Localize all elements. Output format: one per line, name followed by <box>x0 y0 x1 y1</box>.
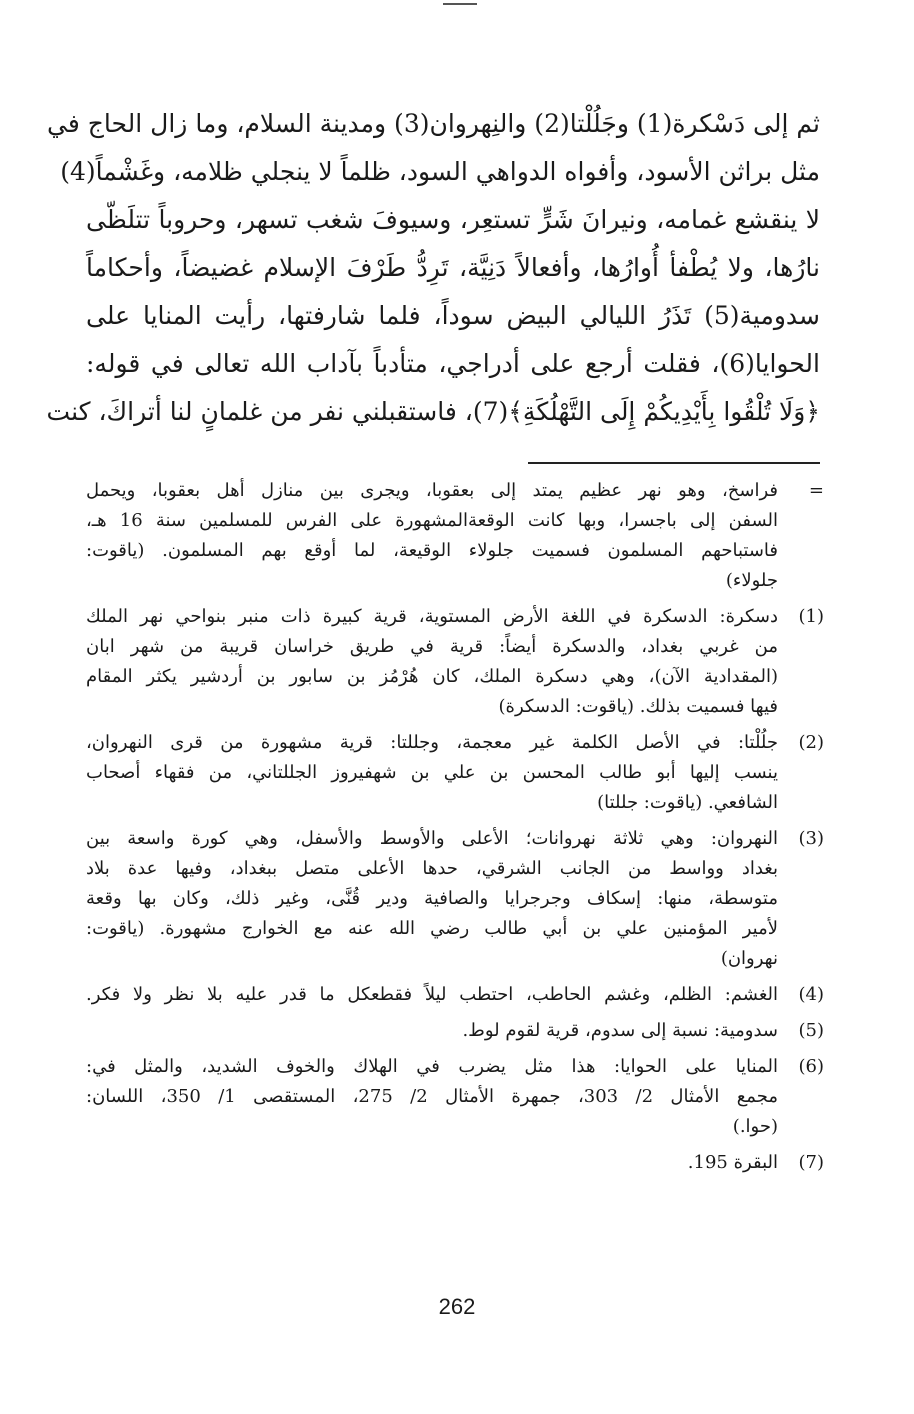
footnote-line: (حوا.) <box>732 1116 778 1137</box>
footnote-separator <box>528 462 820 464</box>
footnote-marker: = <box>808 480 824 501</box>
footnote-line: السفن إلى باجسرا، وبها كانت الوقعةالمشهورة على الفرس للمسلمين سنة 16 هـ، <box>86 510 779 531</box>
main-text-body <box>46 100 820 436</box>
footnote-line: دسكرة: الدسكرة في اللغة الأرض المستوية، قرية كبيرة ذات منبر بنواحي نهر الملك <box>86 606 778 627</box>
footnote-marker: (3) <box>798 828 824 849</box>
footnote-line: الغشم: الظلم، وغشم الحاطب، احتطب ليلاً فقطعكل ما قدر عليه بلا نظر ولا فكر. <box>86 984 778 1005</box>
footnote-2 <box>86 728 824 818</box>
main-text-line: ﴿وَلَا تُلْقُوا بِأَيْدِيكُمْ إِلَى التَّهْلُكَةِ﴾(7)، فاستقبلني نفر من غلمانٍ لنا أتراكَ، كنت <box>46 397 820 426</box>
footnote-line: بغداد وواسط من الجانب الشرقي، حدها الأعلى متصل ببغداد، وفيها عدة بلاد <box>86 858 778 879</box>
footnote-line: فيها فسميت بذلك. (ياقوت: الدسكرة) <box>498 696 778 717</box>
footnote-continuation <box>86 476 824 596</box>
footnote-line: لأمير المؤمنين علي بن أبي طالب رضي الله عنه مع الخوارج مشهورة. (ياقوت: <box>86 918 778 939</box>
footnote-line: البقرة 195. <box>687 1152 778 1173</box>
footnote-marker: (4) <box>798 984 824 1005</box>
footnote-line: النهروان: وهي ثلاثة نهروانات؛ الأعلى والأوسط والأسفل، وهي كورة واسعة بين <box>86 828 778 849</box>
main-text-line: سدومية(5) تَذَرُ الليالي البيض سوداً، فلما شارفتها، رأيت المنايا على <box>86 301 820 330</box>
footnote-5 <box>86 1016 824 1046</box>
footnote-line: المنايا على الحوايا: هذا مثل يضرب في الهلاك والخوف الشديد، والمثل في: <box>86 1056 778 1077</box>
footnote-7 <box>86 1148 824 1178</box>
footnote-line: مجمع الأمثال 2/ 303، جمهرة الأمثال 2/ 275، المستقصى 1/ 350، اللسان: <box>86 1086 778 1107</box>
footnote-marker: (6) <box>798 1056 824 1077</box>
footnote-line: جلولاء) <box>725 570 778 591</box>
footnote-line: ينسب إليها أبو طالب المحسن بن علي بن شهفيروز الجللتاني، من فقهاء أصحاب <box>86 762 778 783</box>
footnote-3 <box>86 824 824 974</box>
footnote-4 <box>86 980 824 1010</box>
footnote-line: من غربي بغداد، والدسكرة أيضاً: قرية في طريق خراسان قريبة من شهر ابان <box>86 636 778 657</box>
footnotes-section <box>86 476 824 1184</box>
footnote-marker: (1) <box>798 606 824 627</box>
page-number: 262 <box>438 1294 476 1319</box>
footnote-line: فاستباحهم المسلمون فسميت جلولاء الوقيعة، لما أوقع بهم المسلمون. (ياقوت: <box>86 540 778 561</box>
footnote-line: متوسطة، منها: إسكاف وجرجرايا والصافية ودير قُنَّى، وغير ذلك، وكان بها وقعة <box>86 888 778 909</box>
main-text-line: الحوايا(6)، فقلت أرجع على أدراجي، متأدباً بآداب الله تعالى في قوله: <box>86 349 820 378</box>
footnote-line: جلُلْتا: في الأصل الكلمة غير معجمة، وجللتا: قرية مشهورة من قرى النهروان، <box>86 732 778 753</box>
footnote-6 <box>86 1052 824 1142</box>
footnote-line: نهروان) <box>720 948 778 969</box>
footnote-marker: (7) <box>798 1152 824 1173</box>
footnote-line: (المقدادية الآن)، وهي دسكرة الملك، كان هُرْمُز بن سابور بن أردشير يكثر المقام <box>86 666 778 687</box>
footnote-line: سدومية: نسبة إلى سدوم، قرية لقوم لوط. <box>462 1020 778 1041</box>
main-text-line: لا ينقشع غمامه، ونيرانَ شَرٍّ تستعِر، وسيوفَ شغب تسهر، وحروباً تتلَظّى <box>86 205 820 234</box>
footnote-marker: (2) <box>798 732 824 753</box>
footnote-marker: (5) <box>798 1020 824 1041</box>
main-text-line: نارُها، ولا يُطْفأ أُوارُها، وأفعالاً دَنِيَّة، تَرِدُّ طَرْفَ الإسلام غضيضاً، وأحكاماً <box>86 253 820 282</box>
footnote-line: فراسخ، وهو نهر عظيم يمتد إلى بعقوبا، ويجرى بين منازل أهل بعقوبا، ويحمل <box>86 480 778 501</box>
main-text-line: مثل براثن الأسود، وأفواه الدواهي السود، ظلماً لا ينجلي ظلامه، وغَشْماً(4) <box>60 157 820 186</box>
footnote-line: الشافعي. (ياقوت: جللتا) <box>597 792 778 813</box>
top-edge-mark <box>443 3 477 5</box>
main-text-line: ثم إلى دَسْكرة(1) وجَلُلْتا(2) والنِهروان(3) ومدينة السلام، وما زال الحاج في <box>47 109 820 138</box>
footnote-1 <box>86 602 824 722</box>
